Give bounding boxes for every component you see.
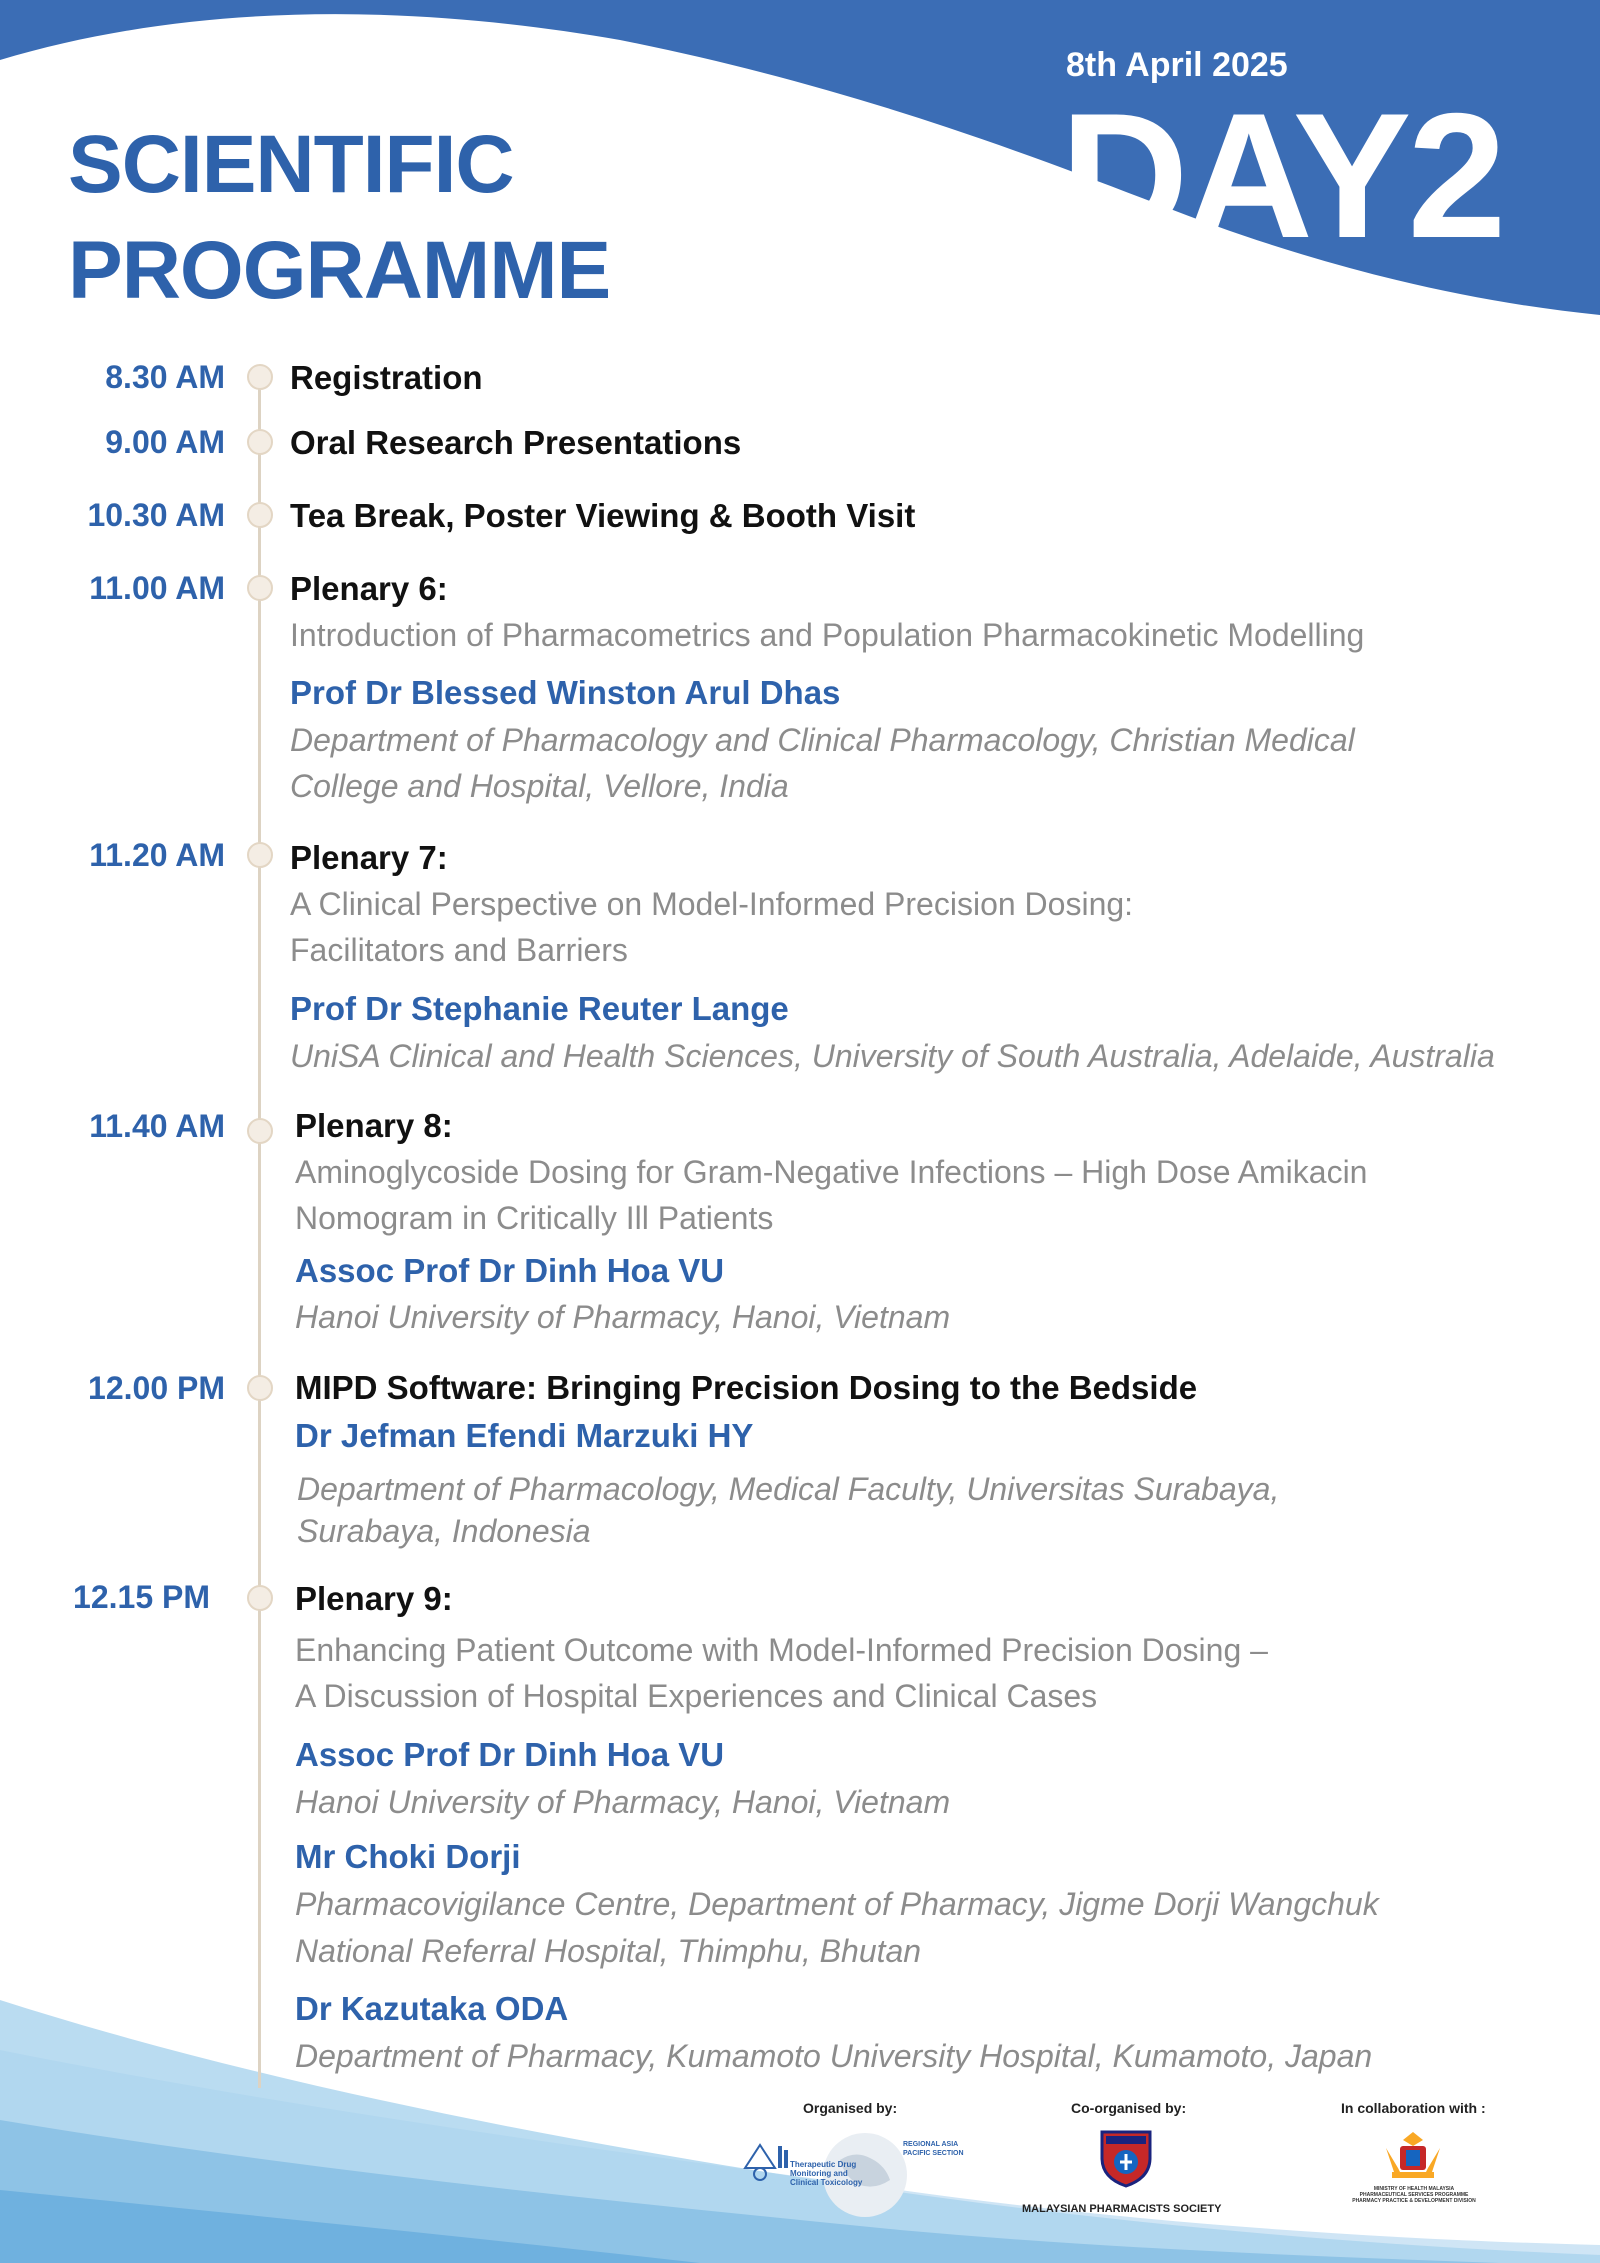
item-title: Tea Break, Poster Viewing & Booth Visit (290, 497, 916, 534)
in-collaboration-label: In collaboration with : (1341, 2100, 1486, 2116)
item-subtitle: Nomogram in Critically Ill Patients (295, 1200, 774, 1236)
speaker-name: Prof Dr Blessed Winston Arul Dhas (290, 674, 841, 711)
mps-logo-text: MALAYSIAN PHARMACISTS SOCIETY (1022, 2203, 1222, 2215)
time-label: 9.00 AM (105, 424, 225, 460)
title-line-1: SCIENTIFIC (68, 119, 514, 210)
time-label: 10.30 AM (87, 497, 225, 533)
title-line-2: PROGRAMME (68, 225, 611, 316)
time-label: 11.40 AM (89, 1108, 225, 1144)
item-title: MIPD Software: Bringing Precision Dosing to the Bedside (295, 1369, 1198, 1406)
item-subtitle: Introduction of Pharmacometrics and Population Pharmacokinetic Modelling (290, 617, 1365, 653)
timeline-dot (247, 575, 273, 601)
item-title: Plenary 9: (295, 1580, 453, 1617)
timeline-dot (247, 429, 273, 455)
speaker-affiliation: Department of Pharmacology, Medical Faculty, Universitas Surabaya, (297, 1471, 1280, 1507)
regional-section-text: REGIONAL ASIA PACIFIC SECTION (903, 2141, 964, 2157)
speaker-affiliation: Hanoi University of Pharmacy, Hanoi, Vietnam (295, 1784, 951, 1820)
speaker-affiliation: UniSA Clinical and Health Sciences, University of South Australia, Adelaide, Australia (290, 1038, 1495, 1074)
item-subtitle: A Discussion of Hospital Experiences and Clinical Cases (295, 1678, 1098, 1714)
speaker-affiliation: Hanoi University of Pharmacy, Hanoi, Vietnam (295, 1299, 951, 1335)
timeline-dot (247, 364, 273, 390)
speaker-affiliation: National Referral Hospital, Thimphu, Bhutan (295, 1933, 922, 1969)
speaker-name: Mr Choki Dorji (295, 1838, 521, 1875)
speaker-name: Prof Dr Stephanie Reuter Lange (290, 990, 789, 1027)
timeline-dot (247, 1585, 273, 1611)
speaker-affiliation: Department of Pharmacy, Kumamoto University Hospital, Kumamoto, Japan (295, 2038, 1373, 2074)
time-label: 12.00 PM (88, 1370, 225, 1406)
speaker-name: Assoc Prof Dr Dinh Hoa VU (295, 1736, 725, 1773)
speaker-name: Dr Kazutaka ODA (295, 1990, 569, 2027)
item-title: Plenary 7: (290, 839, 448, 876)
item-subtitle: Enhancing Patient Outcome with Model-Informed Precision Dosing – (295, 1632, 1268, 1668)
timeline-dot (247, 1375, 273, 1401)
speaker-affiliation: Pharmacovigilance Centre, Department of Pharmacy, Jigme Dorji Wangchuk (295, 1886, 1379, 1922)
speaker-affiliation: College and Hospital, Vellore, India (290, 768, 789, 804)
time-label: 11.20 AM (89, 837, 225, 873)
item-title: Registration (290, 359, 483, 396)
speaker-name: Assoc Prof Dr Dinh Hoa VU (295, 1252, 725, 1289)
item-title: Plenary 6: (290, 570, 448, 607)
iatdmct-logo-text: Therapeutic Drug Monitoring and Clinical Toxicology (790, 2160, 863, 2187)
timeline-dot (247, 842, 273, 868)
time-label: 8.30 AM (105, 359, 225, 395)
speaker-name: Dr Jefman Efendi Marzuki HY (295, 1417, 754, 1454)
item-subtitle: A Clinical Perspective on Model-Informed Precision Dosing: (290, 886, 1134, 922)
speaker-affiliation: Surabaya, Indonesia (297, 1513, 591, 1549)
moh-crest-logo (1378, 2128, 1448, 2183)
co-organised-by-label: Co-organised by: (1071, 2100, 1187, 2116)
programme-title (68, 112, 610, 324)
event-date: 8th April 2025 (1066, 46, 1288, 84)
timeline-dot (247, 1118, 273, 1144)
day-label: DAY2 (1060, 76, 1503, 275)
mps-shield-logo (1098, 2128, 1154, 2188)
item-subtitle: Facilitators and Barriers (290, 932, 628, 968)
moh-logo-text: MINISTRY OF HEALTH MALAYSIA PHARMACEUTICAL SERVICES PROGRAMME PHARMACY PRACTICE & DEVELOPMENT DIVISION (1352, 2186, 1476, 2204)
organised-by-label: Organised by: (803, 2100, 898, 2116)
time-label: 12.15 PM (73, 1579, 210, 1615)
timeline-line (258, 378, 261, 2088)
speaker-affiliation: Department of Pharmacology and Clinical Pharmacology, Christian Medical (290, 722, 1355, 758)
timeline-dot (247, 502, 273, 528)
time-label: 11.00 AM (89, 570, 225, 606)
item-subtitle: Aminoglycoside Dosing for Gram-Negative Infections – High Dose Amikacin (295, 1154, 1368, 1190)
item-title: Plenary 8: (295, 1107, 453, 1144)
item-title: Oral Research Presentations (290, 424, 742, 461)
